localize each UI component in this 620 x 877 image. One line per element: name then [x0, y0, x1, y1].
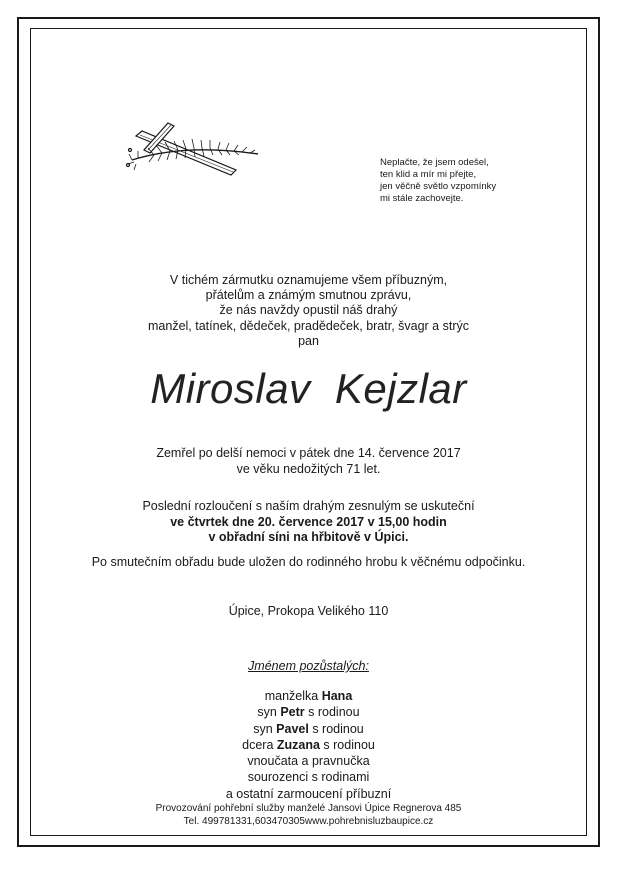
- farewell-intro: Poslední rozloučení s naším drahým zesnulým se uskuteční: [142, 499, 475, 513]
- farewell-details: [30, 499, 587, 546]
- announcement-line: manžel, tatínek, dědeček, pradědeček, bratr, švagr a strýc: [148, 318, 469, 333]
- cross-with-palm-branch-icon: [124, 120, 264, 182]
- funeral-service-footer: [30, 803, 587, 828]
- memorial-verse: [380, 157, 540, 205]
- verse-line: ten klid a mír mi přejte,: [380, 169, 477, 180]
- verse-line: jen věčně světlo vzpomínky: [380, 181, 497, 192]
- announcement-line: pan: [298, 333, 319, 348]
- death-notice-line: ve věku nedožitých 71 let.: [236, 461, 381, 476]
- deceased-name: Miroslav Kejzlar: [150, 365, 467, 412]
- burial-notice: Po smutečním obřadu bude uložen do rodinného hrobu k věčnému odpočinku.: [91, 555, 526, 569]
- footer-contact: Tel. 499781331,603470305www.pohrebnisluzbaupice.cz: [183, 815, 434, 827]
- verse-line: mi stále zachovejte.: [380, 193, 464, 204]
- family-address: Úpice, Prokopa Velikého 110: [228, 604, 389, 618]
- announcement: [30, 273, 587, 349]
- mourner-item: vnoučata a pravnučka: [247, 754, 370, 769]
- verse-line: Neplačte, že jsem odešel,: [380, 157, 489, 168]
- mourner-item: syn Petr s rodinou: [257, 705, 360, 720]
- mourner-item: manželka Hana: [264, 689, 353, 703]
- farewell-location: v obřadní síni na hřbitově v Úpici.: [208, 530, 409, 544]
- mourner-item: dcera Zuzana s rodinou: [242, 737, 375, 752]
- announcement-line: že nás navždy opustil náš drahý: [219, 303, 398, 318]
- announcement-line: V tichém zármutku oznamujeme všem příbuzným,: [169, 273, 448, 287]
- death-notice: [30, 446, 587, 477]
- farewell-date-time: ve čtvrtek dne 20. července 2017 v 15,00 hodin: [170, 514, 447, 529]
- mourners-heading: Jménem pozůstalých:: [248, 659, 369, 673]
- death-notice-line: Zemřel po delší nemoci v pátek dne 14. července 2017: [156, 446, 461, 460]
- mourner-item: sourozenci s rodinami: [247, 770, 370, 785]
- mourner-item: syn Pavel s rodinou: [253, 721, 364, 736]
- announcement-line: přátelům a známým smutnou zprávu,: [205, 288, 412, 303]
- footer-provider: Provozování pohřební služby manželé Jansovi Úpice Regnerova 485: [155, 803, 462, 814]
- mourner-item: a ostatní zarmoucení příbuzní: [225, 786, 392, 801]
- mourners-list: [30, 688, 587, 802]
